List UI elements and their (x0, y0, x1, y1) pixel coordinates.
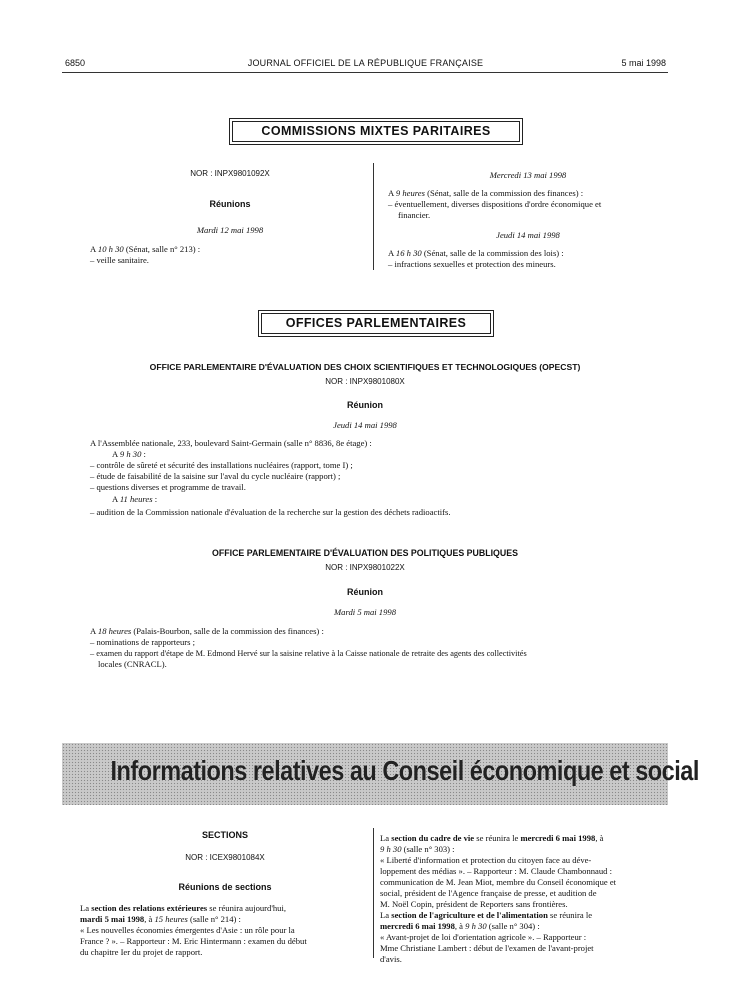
opecst-item: – contrôle de sûreté et sécurité des installations nucléaires (rapport, tome I) ; (90, 460, 353, 470)
paragraph-line (380, 932, 668, 943)
text-run: , à (595, 833, 604, 843)
text-run: 15 heures (154, 914, 188, 924)
column-divider (373, 828, 374, 958)
text-run: d'avis. (380, 954, 402, 964)
text-run: section du cadre de vie (391, 833, 475, 843)
paragraph-line (380, 954, 668, 965)
text-run: , à (144, 914, 155, 924)
cmp-right-item2: – infractions sexuelles et protection des mineurs. (388, 259, 556, 269)
cmp-section-title-box (229, 118, 523, 145)
paragraph-line (380, 921, 668, 932)
cmp-reunions-heading: Réunions (209, 199, 251, 209)
offices-section-title-box (258, 310, 494, 337)
text-run: (salle n° 303) : (401, 844, 455, 854)
cmp-section-title: COMMISSIONS MIXTES PARITAIRES (232, 121, 520, 142)
paragraph-line (380, 844, 668, 855)
ces-sections-heading: SECTIONS (201, 830, 248, 840)
cmp-right-date2: Jeudi 14 mai 1998 (496, 230, 560, 240)
opecst-item: – étude de faisabilité de la saisine sur l'aval du cycle nucléaire (rapport) ; (90, 471, 341, 481)
paragraph-line (80, 925, 366, 936)
cmp-right-item1: – éventuellement, diverses dispositions d'ordre économique et (388, 199, 602, 209)
paragraph-line (380, 855, 668, 866)
text-run: La (380, 833, 392, 843)
text-run: , à (454, 921, 466, 931)
text-run: loppement des médias ». – Rapporteur : M. Claude Chambonnaud : (380, 866, 612, 876)
text-run: section de l'agriculture et de l'alimentation (391, 910, 548, 920)
text-run: France ? ». – Rapporteur : M. Eric Hintermann : examen du début (80, 936, 307, 946)
text-run: section des relations extérieures (91, 903, 208, 913)
ces-nor: NOR : ICEX9801084X (185, 853, 265, 862)
opecst-item2: – audition de la Commission nationale d'évaluation de la recherche sur la gestion des déchets radioactifs. (90, 507, 451, 517)
text-run: 9 h 30 (465, 921, 487, 931)
opecst-item: – questions diverses et programme de travail. (90, 482, 246, 492)
cmp-right-date1: Mercredi 13 mai 1998 (489, 170, 567, 180)
opepp-item2-cont: locales (CNRACL). (98, 659, 167, 669)
cmp-nor (95, 168, 365, 179)
text-run: se réunira le (474, 833, 521, 843)
opepp-reunion-heading: Réunion (347, 587, 383, 597)
page-header (0, 58, 731, 72)
text-run: M. Noël Copin, président de Reporters sans frontières. (380, 899, 568, 909)
offices-section-title: OFFICES PARLEMENTAIRES (261, 313, 491, 334)
opecst-time1-line: A 9 h 30 : (112, 449, 146, 459)
opepp-item1: – nominations de rapporteurs ; (90, 637, 196, 647)
column-divider (373, 163, 374, 270)
text-run: « Avant-projet de loi d'orientation agricole ». – Rapporteur : (380, 932, 587, 942)
text-run: 9 h 30 (380, 844, 402, 854)
ces-reunions-heading: Réunions de sections (178, 882, 272, 892)
paragraph-line (380, 899, 668, 910)
paragraph-line (380, 866, 668, 877)
text-run: « Liberté d'information et protection du citoyen face au déve- (380, 855, 592, 865)
cmp-left-time-line: A 10 h 30 (Sénat, salle n° 213) : (90, 244, 201, 254)
paragraph-line (80, 936, 366, 947)
opepp-nor: NOR : INPX9801022X (325, 563, 405, 572)
opecst-reunion-heading: Réunion (347, 400, 383, 410)
ces-left-column (80, 903, 366, 958)
text-run: La (80, 903, 92, 913)
ces-right-column (380, 833, 668, 965)
opepp-item2: – examen du rapport d'étape de M. Edmond Hervé sur la saisine relative à la Caisse nationale de retraite des agents des collectivités (90, 649, 527, 658)
text-run: mercredi 6 mai 1998 (520, 833, 596, 843)
cmp-left-date: Mardi 12 mai 1998 (196, 225, 264, 235)
header-rule (62, 72, 668, 73)
paragraph-line (80, 903, 366, 914)
opecst-title: OFFICE PARLEMENTAIRE D'ÉVALUATION DES CHOIX SCIENTIFIQUES ET TECHNOLOGIQUES (OPECST) (149, 362, 581, 372)
paragraph-line (80, 947, 366, 958)
text-run: Mme Christiane Lambert : début de l'examen de l'avant-projet (380, 943, 594, 953)
text-run: (salle n° 304) : (486, 921, 540, 931)
paragraph-line (380, 910, 668, 921)
paragraph-line (380, 833, 668, 844)
opecst-date: Jeudi 14 mai 1998 (333, 420, 397, 430)
text-run: mardi 5 mai 1998 (80, 914, 145, 924)
page-number: 6850 (65, 58, 86, 68)
text-run: mercredi 6 mai 1998 (380, 921, 455, 931)
paragraph-line (380, 943, 668, 954)
cmp-right-time2-line: A 16 h 30 (Sénat, salle de la commission des lois) : (388, 248, 564, 258)
journal-title: JOURNAL OFFICIEL DE LA RÉPUBLIQUE FRANÇAISE (247, 58, 484, 68)
text-run: du chapitre Ier du projet de rapport. (80, 947, 203, 957)
opecst-place: A l'Assemblée nationale, 233, boulevard Saint-Germain (salle n° 8836, 8e étage) : (90, 438, 372, 448)
text-run: La (380, 910, 392, 920)
opepp-title: OFFICE PARLEMENTAIRE D'ÉVALUATION DES POLITIQUES PUBLIQUES (212, 548, 518, 558)
ces-banner (62, 743, 699, 805)
issue-date: 5 mai 1998 (621, 58, 666, 68)
cmp-right-item1-cont: financier. (398, 210, 431, 220)
time: 10 h 30 (97, 244, 124, 254)
text-run: communication de M. Jean Miot, membre du Conseil économique et (380, 877, 617, 887)
paragraph-line (380, 888, 668, 899)
text-run: se réunira aujourd'hui, (207, 903, 287, 913)
nor-code: INPX9801092X (214, 169, 270, 178)
ces-banner-title: Informations relatives au Conseil économique et social (110, 755, 699, 786)
text-run: « Les nouvelles économies émergentes d'Asie : un rôle pour la (80, 925, 295, 935)
text-run: social, président de l'Agence française de presse, et audition de (380, 888, 597, 898)
opepp-time-line: A 18 heures (Palais-Bourbon, salle de la commission des finances) : (90, 626, 324, 636)
opepp-date: Mardi 5 mai 1998 (334, 607, 396, 617)
paragraph-line (380, 877, 668, 888)
opecst-nor: NOR : INPX9801080X (325, 377, 405, 386)
nor-label: NOR : (190, 169, 213, 178)
paragraph-line (80, 914, 366, 925)
opecst-time2-line: A 11 heures : (112, 494, 158, 504)
text-run: (salle n° 214) : (187, 914, 241, 924)
text-run: se réunira le (547, 910, 593, 920)
cmp-left-item: – veille sanitaire. (90, 255, 149, 265)
cmp-right-time1-line: A 9 heures (Sénat, salle de la commission des finances) : (388, 188, 584, 198)
